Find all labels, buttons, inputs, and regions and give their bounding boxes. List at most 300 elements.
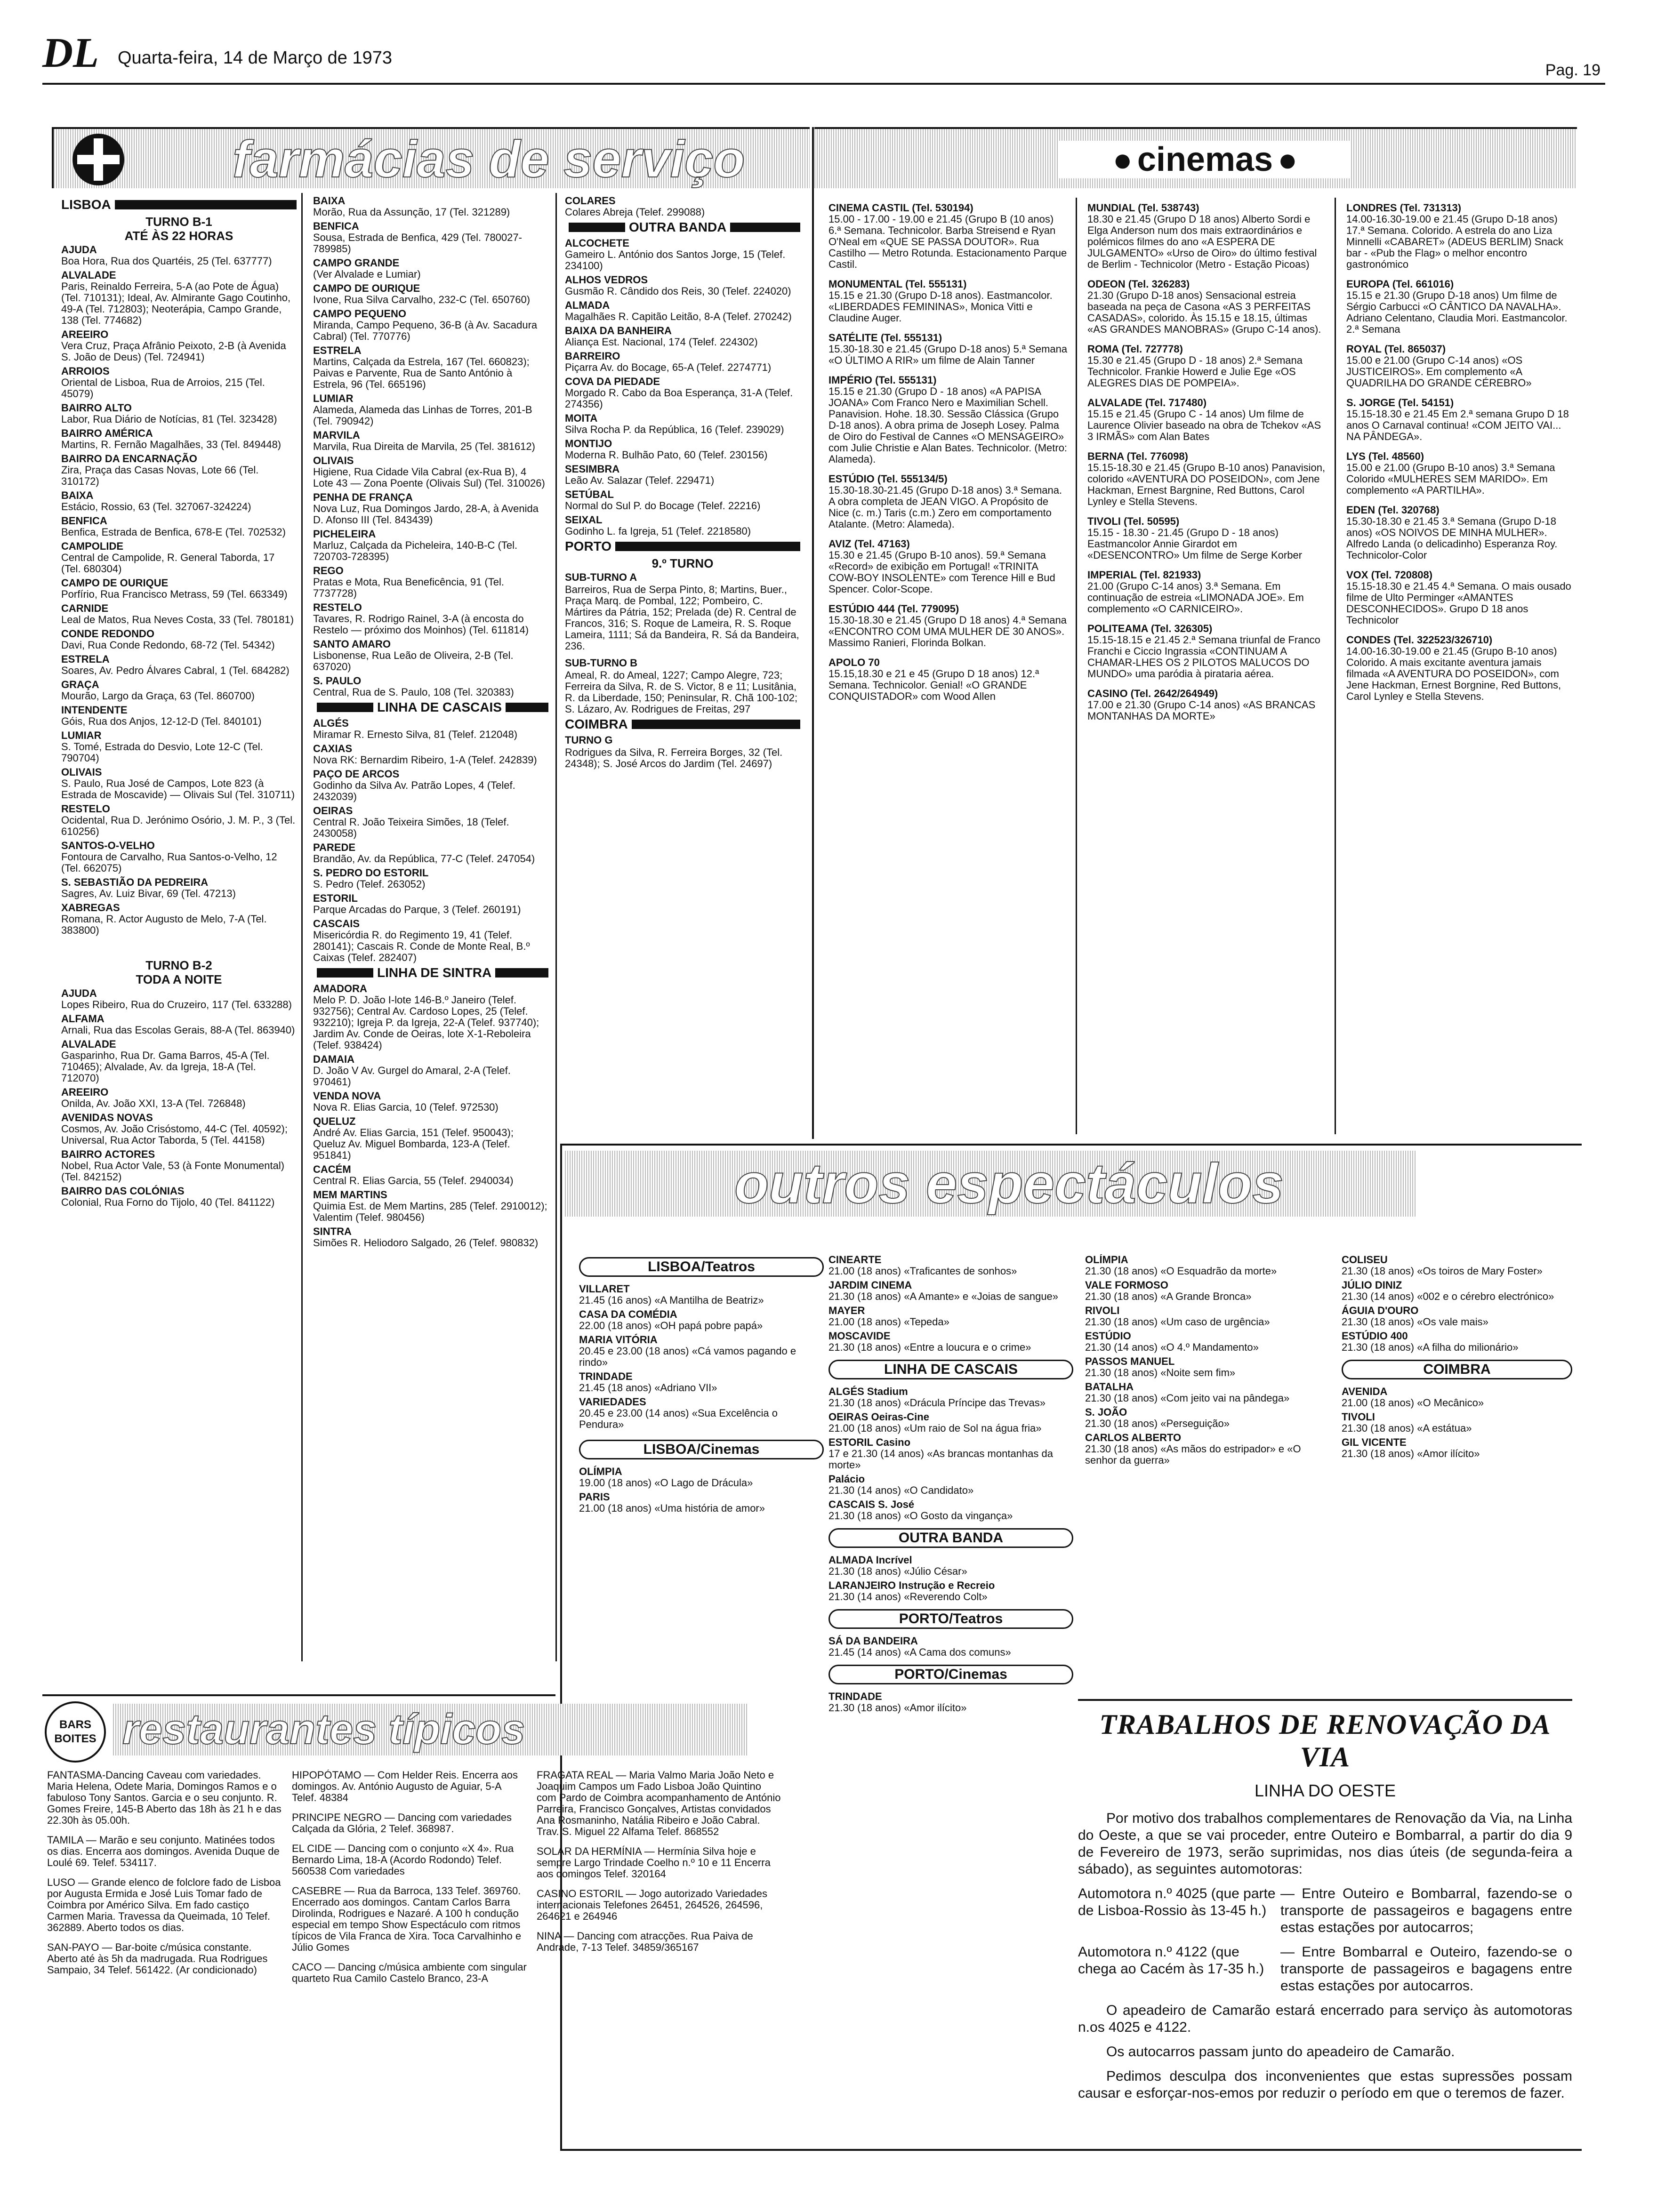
pharmacy-entry [313,842,548,865]
cinema-listing-text: 15.00 - 17.00 - 19.00 e 21.45 (Grupo B (10 anos) 6.ª Semana. Technicolor. Barba Streisend e Ryan O'Neal em «QUE SE PASSA DOUTOR». Rua Castilho — Metro Rotunda. Estacionamento Parque Castil. [828,213,1067,270]
cinema-listing [1346,202,1572,270]
pharmacy-entry-text: Romana, R. Actor Augusto de Melo, 7-A (Tel. 383800) [61,913,267,936]
rail-notice [1078,1699,1572,2146]
bars-column-2 [292,1770,527,2146]
label-linha-cascais: LINHA DE CASCAIS [828,1360,1073,1379]
show-list [828,1386,1073,1522]
show-listing-text: 21.30 (18 anos) «Júlio César» [828,1565,967,1577]
show-listing-text: 21.30 (14 anos) «002 e o cérebro electrónico» [1342,1290,1554,1302]
pharmacy-entry [61,767,297,801]
pharmacy-entry [313,393,548,427]
cinema-listing-text: 15.15-18.30 e 21.45 4.ª Semana. O mais ousado filme de Ulto Perminger «AMANTES DESCONHECIDOS». Grupo D 18 anos Technicolor [1346,580,1571,626]
pharmacy-entry-heading: REGO [313,565,344,577]
bullet-icon: ● [1278,141,1298,178]
show-listing [828,1555,1073,1577]
cinema-listing [1087,202,1327,270]
pharmacy-entry [61,705,297,727]
cinema-listing [1346,505,1572,561]
pharmacy-entry-text: Colonial, Rua Forno do Tijolo, 40 (Tel. 841122) [61,1196,275,1208]
pharmacy-entry-heading: ALGÉS [313,717,349,729]
cinema-listing [1087,688,1327,722]
show-listing [1342,1280,1572,1302]
cinema-listing-text: 15.30 e 21.45 (Grupo D - 18 anos) 2.ª Semana Technicolor. Frankie Howerd e Julie Ege «OS ALEGRES DIAS DE POMPEIA». [1087,354,1303,389]
pharmacy-entry-heading: SESIMBRA [565,463,620,475]
show-listing-text: 21.30 (18 anos) «O Esquadrão da morte» [1085,1265,1277,1277]
pharmacy-entry [61,603,297,625]
show-listing [828,1691,1073,1714]
show-list [828,1691,1073,1714]
cinema-listing [828,538,1069,595]
show-listing [1085,1407,1330,1429]
pharmacy-entry-heading: CAMPOLIDE [61,540,123,552]
venue-listing: EL CIDE — Dancing com o conjunto «X 4». Rua Bernardo Lima, 18-A (Acordo Rodondo) Telef. 560538 Com variedades [292,1843,514,1877]
cinema-listing [1346,279,1572,335]
pharmacy-entry [61,453,297,487]
pharmacy-entry-text: Central de Campolide, R. General Taborda, 17 (Tel. 680304) [61,552,275,575]
show-listing-text: 21.30 (18 anos) «Entre a loucura e o crime» [828,1341,1031,1353]
pharmacy-entry-text: Moderna R. Bulhão Pato, 60 (Telef. 230156) [565,449,768,461]
pharmacy-entry-text: Silva Rocha P. da República, 16 (Telef. 239029) [565,424,784,435]
turno-b1: TURNO B-1 [145,215,212,229]
pharmacy-entry-text: Godinho L. fa Igreja, 51 (Telef. 2218580) [565,525,751,537]
show-listing [828,1499,1073,1522]
pharmacy-entry [313,1164,548,1186]
show-listing-heading: ESTÚDIO 400 [1342,1330,1408,1342]
pharmacies-column-1 [61,195,297,1659]
pharmacy-entry [313,492,548,526]
pharmacy-entry-text: Central R. Elias Garcia, 55 (Telef. 2940034) [313,1175,514,1186]
show-listing-heading: CASA DA COMÉDIA [579,1308,677,1320]
show-list [579,1466,824,1514]
pharmacy-entry-heading: BAIRRO DA ENCARNAÇÃO [61,453,197,465]
cinema-listing [828,202,1069,270]
pharmacy-entry-text: Lopes Ribeiro, Rua do Cruzeiro, 117 (Tel. 633288) [61,999,292,1010]
pharmacy-entry [313,983,548,1051]
pharmacy-entry-text: S. Paulo, Rua José de Campos, Lote 823 (à Estrada de Moscavide) — Olivais Sul (Tel. 310711) [61,777,295,801]
pharmacy-entry-heading: ALFAMA [61,1013,105,1025]
cinema-listing-text: 15.15 e 21.30 (Grupo D-18 anos) Um filme de Sérgio Carbucci «O CÂNTICO DA NAVALHA». Adriano Celentano, Claudia Mori. Eastmancolor. 2.ª Semana [1346,289,1568,335]
show-listing-heading: CASCAIS S. José [828,1499,915,1510]
notice-row-label: Automotora n.º 4025 (que parte de Lisboa-Rossio às 13-45 h.) [1078,1886,1276,1918]
show-listing-text: 21.30 (18 anos) «Perseguição» [1085,1418,1230,1429]
show-listing-text: 21.30 (14 anos) «Reverendo Colt» [828,1591,988,1603]
pharmacy-entry [313,257,548,280]
show-listing [579,1491,824,1514]
pharmacy-entry [565,489,800,512]
show-listing-text: 21.30 (14 anos) «O Candidato» [828,1484,974,1496]
pharmacy-entry-heading: RESTELO [313,601,362,613]
pharmacy-entry-heading: LUMIAR [313,393,354,404]
show-listing-text: 21.30 (18 anos) «A Grande Bronca» [1085,1290,1252,1302]
pharmacy-entry-heading: BAIRRO DAS COLÓNIAS [61,1185,185,1197]
pharmacy-entry-heading: ESTRELA [313,345,362,356]
bullet-icon: ● [1112,141,1133,178]
pharmacy-entry-heading: CAMPO GRANDE [313,257,400,269]
show-listing [1342,1437,1572,1459]
pharmacy-entry-text: Morgado R. Cabo da Boa Esperança, 31-A (Telef. 274356) [565,387,793,410]
cinema-listing-heading: LONDRES (Tel. 731313) [1346,202,1462,214]
cinema-listing [828,332,1069,366]
pharmacy-entry [565,413,800,435]
pharmacy-entry-heading: AVENIDAS NOVAS [61,1112,153,1123]
label-lisboa-teatros: LISBOA/Teatros [579,1257,824,1277]
show-list [828,1635,1073,1658]
pharmacy-entry [61,877,297,899]
show-listing-text: 20.45 e 23.00 (14 anos) «Sua Excelência o Pendura» [579,1407,778,1430]
pharmacy-entry-text: Marluz, Calçada da Picheleira, 140-B-C (Tel. 720703-728395) [313,539,518,562]
show-listing [828,1474,1073,1496]
porto-turno: 9.º TURNO [652,556,714,570]
pharmacy-entry-heading: PENHA DE FRANÇA [313,491,413,503]
pharmacy-entry-text: Oriental de Lisboa, Rua de Arroios, 215 (Tel. 45079) [61,377,265,400]
pharmacy-entry-heading: AJUDA [61,244,97,256]
badge-boites: BOITES [54,1732,97,1745]
pharmacy-entry [313,195,548,218]
pharmacy-entry [313,308,548,342]
pharmacy-entry-heading: BAIXA [61,489,94,501]
pharmacy-entry-text: Nova RK: Bernardim Ribeiro, 1-A (Telef. 242839) [313,754,537,766]
cinema-listing [1087,344,1327,389]
pharmacy-entry-heading: BAIRRO ALTO [61,402,132,414]
cinema-listing-text: 15.30-18.30 e 21.45 (Grupo D-18 anos) 5.ª Semana «O ÚLTIMO A RIR» um filme de Alain Tanner [828,343,1068,366]
venue-listing: CASINO ESTORIL — Jogo autorizado Variedades internacionais Telefones 26451, 264526, 264596, 264621 e 264946 [537,1888,767,1922]
show-listing-heading: Palácio [828,1473,865,1485]
pharmacy-entry [313,283,548,305]
show-listing-heading: LARANJEIRO Instrução e Recreio [828,1579,995,1591]
section-porto [565,541,800,552]
porto-subturno-b-label: SUB-TURNO B [565,657,637,669]
pharmacy-entry [61,428,297,450]
venue-listing: FANTASMA-Dancing Caveau com variedades. Maria Helena, Odete Maria, Domingos Ramos e o fabuloso Tony Santos. Garcia e o seu conjunto. R. Gomes Freire, 145-B Aberto das 18h às 21 h e das 22.30h às 05.00h. [47,1770,282,1826]
pharmacy-list [565,195,800,218]
show-listing [1085,1381,1330,1404]
pharmacy-list [61,244,297,936]
show-listing-text: 21.30 (18 anos) «O Gosto da vingança» [828,1510,1013,1522]
pharmacy-entry [61,1087,297,1109]
show-listing [1085,1432,1330,1466]
show-listing-heading: ALMADA Incrível [828,1554,912,1566]
show-listing-heading: ESTÚDIO [1085,1330,1131,1342]
show-listing [1085,1280,1330,1302]
show-list [828,1555,1073,1603]
show-list [1085,1254,1330,1466]
pharmacy-entry-text: André Av. Elias Garcia, 151 (Telef. 950043); Queluz Av. Miguel Bombarda, 123-A (Telef. 951841) [313,1127,514,1161]
pharmacy-entry-heading: BARREIRO [565,350,620,362]
show-listing-heading: AVENIDA [1342,1386,1388,1397]
pharmacy-entry [565,438,800,461]
label-outra-banda: OUTRA BANDA [828,1528,1073,1548]
cinema-listing-text: 15.30 e 21.45 (Grupo B-10 anos). 59.ª Semana «Record» de exibição em Portugal! «TRINITA COW-BOY INSOLENTE» com Terence Hill e Bud Spencer. Color-Scope. [828,549,1055,595]
show-listing-heading: RIVOLI [1085,1305,1120,1316]
venue-listing: NINA — Dancing com atracções. Rua Paiva de Andrade, 7-13 Telef. 34859/365167 [537,1930,753,1953]
pharmacy-entry-heading: ALMADA [565,299,610,311]
pharmacy-entry-heading: PAÇO DE ARCOS [313,768,400,780]
pharmacy-entry [61,1149,297,1183]
notice-row [1078,1944,1572,1995]
issue-date: Quarta-feira, 14 de Março de 1973 [118,48,393,68]
show-listing [828,1330,1073,1353]
show-listing-text: 21.30 (18 anos) «A filha do milionário» [1342,1341,1519,1353]
outros-column-3 [1085,1254,1330,1678]
outros-column-2 [828,1254,1073,2144]
pharmacy-entry-heading: BAIXA DA BANHEIRA [565,325,672,337]
pharmacy-entry-text: Martins, R. Fernão Magalhães, 33 (Tel. 849448) [61,439,282,450]
pharmacy-entry [313,743,548,766]
pharmacy-entry [61,1039,297,1084]
pharmacy-entry-text: Gasparinho, Rua Dr. Gama Barros, 45-A (Tel. 710465); Alvalade, Av. da Igreja, 18-A (Tel. 712070) [61,1050,270,1084]
bars-column-3 [537,1770,781,2146]
pharmacy-entry-heading: SEIXAL [565,514,603,526]
show-listing [1342,1254,1572,1277]
pharmacy-entry-text: Misericórdia R. do Regimento 19, 41 (Telef. 280141); Cascais R. Conde de Monte Real, B.º Caixas (Telef. 282407) [313,929,530,963]
cinemas-title-box [1059,141,1351,178]
label-lisboa-cinemas: LISBOA/Cinemas [579,1440,824,1459]
pharmacy-entry [565,376,800,410]
show-listing-heading: VILLARET [579,1283,630,1295]
show-listing [1342,1305,1572,1328]
show-listing-heading: OLÍMPIA [579,1466,622,1477]
section-label: PORTO [565,539,612,553]
cinema-listing [1087,516,1327,561]
cinema-listing [1346,634,1572,702]
show-listing-text: 22.00 (18 anos) «OH papá pobre papá» [579,1320,763,1331]
show-listing [1085,1356,1330,1378]
notice-title: TRABALHOS DE RENOVAÇÃO DA VIA [1099,1709,1551,1772]
show-listing [579,1283,824,1306]
pharmacy-entry [313,675,548,698]
pharmacies-title: farmácias de serviço [233,130,745,188]
pharmacy-entry [313,893,548,915]
pharmacy-entry [313,565,548,599]
pharmacy-entry-text: Soares, Av. Pedro Álvares Cabral, 1 (Tel. 684282) [61,665,290,676]
pharmacy-entry [61,577,297,600]
venue-listing: HIPOPÓTAMO — Com Helder Reis. Encerra aos domingos. Av. António Augusto de Aguiar, 5-A Telef. 48384 [292,1770,518,1803]
section-outra-banda [565,222,800,233]
cinema-listing-text: 17.00 e 21.30 (Grupo C-14 anos) «AS BRANCAS MONTANHAS DA MORTE» [1087,699,1316,722]
bars-badge [45,1701,106,1763]
pharmacy-entry-heading: RESTELO [61,803,110,815]
pharmacy-entry-text: Arnali, Rua das Escolas Gerais, 88-A (Tel. 863940) [61,1024,295,1036]
show-listing-text: 21.00 (18 anos) «Tepeda» [828,1316,949,1328]
outros-column-1 [579,1254,824,1678]
pharmacy-entry-heading: CARNIDE [61,602,109,614]
pharmacy-entry-heading: OEIRAS [313,805,353,817]
pharmacy-entry-heading: GRAÇA [61,679,99,690]
outros-column-4 [1342,1254,1572,1678]
cinema-listing-heading: BERNA (Tel. 776098) [1087,450,1188,462]
show-listing-text: 21.45 (14 anos) «A Cama dos comuns» [828,1646,1011,1658]
pharmacy-entry-heading: ALVALADE [61,1038,116,1050]
section-label: COIMBRA [565,717,628,731]
pharmacy-entry-text: Vera Cruz, Praça Afrânio Peixoto, 2-B (à Avenida S. João de Deus) (Tel. 724941) [61,340,286,363]
show-listing-text: 21.00 (18 anos) «Um raio de Sol na água fria» [828,1422,1042,1434]
cinema-listing-text: 14.00-16.30-19.00 e 21.45 (Grupo D-18 anos) 17.ª Semana. Colorido. A estrela do ano Liza Minnelli «CABARET» (ADEUS BERLIM) Snack bar - «Pub the Flag» o melhor encontro gastronómico [1346,213,1563,270]
show-listing [828,1280,1073,1302]
pharmacy-entry [61,679,297,702]
pharmacy-entry [313,1054,548,1088]
outros-banner [565,1151,1417,1217]
pharmacy-entry-heading: MONTIJO [565,438,612,449]
show-listing-text: 19.00 (18 anos) «O Lago de Drácula» [579,1477,753,1489]
pharmacy-entry-heading: MEM MARTINS [313,1189,387,1201]
pharmacy-entry [61,541,297,575]
venue-listing: SAN-PAYO — Bar-boite c/música constante. Aberto até às 5h da madrugada. Rua Rodrigues Sampaio, 34 Telef. 561422. (Ar condicionado) [47,1941,268,1976]
pharmacy-entry-heading: CASCAIS [313,918,360,930]
pharmacy-entry [313,805,548,839]
show-listing-text: 21.00 (18 anos) «Traficantes de sonhos» [828,1265,1017,1277]
pharmacy-entry-text: Normal do Sul P. do Bocage (Telef. 22216) [565,500,761,512]
show-listing [828,1437,1073,1471]
pharmacy-entry-text: Benfica, Estrada de Benfica, 678-E (Tel. 702532) [61,526,286,538]
pharmacy-entry-text: Martins, Calçada da Estrela, 167 (Tel. 660823); Paivas e Parvente, Rua de Santo António à Estrela, 96 (Tel. 665196) [313,356,530,390]
pharmacy-entry-text: Central R. João Teixeira Simões, 18 (Telef. 2430058) [313,816,509,839]
pharmacy-entry [61,803,297,837]
pharmacy-entry-heading: CAMPO DE OURIQUE [313,282,420,294]
show-listing-text: 21.30 (18 anos) «Com jeito vai na pândega» [1085,1392,1290,1404]
notice-paragraph: Pedimos desculpa dos inconvenientes que estas supressões possam causar e esforçar-nos-emos por reduzir o período em que o teremos de fazer. [1078,2068,1572,2101]
pharmacy-entry [61,515,297,538]
cinema-listing-text: 18.30 e 21.45 (Grupo D 18 anos) Alberto Sordi e Elga Anderson num dos mais extraordinários e polémicos filmes do ano «A ESPERA DE JULGAMENTO» «Urso de Oiro» do último festival de Berlim - Technicolor (Metro - Estação Picoas) [1087,213,1317,270]
cinema-listing-text: 21.30 (Grupo D-18 anos) Sensacional estreia baseada na peça de Casona «AS 3 PERFEITAS CASADAS», colorido. Às 15.15 e 18.15, últimas «AS GRANDES MANOBRAS» (Grupo C-14 anos). [1087,289,1321,335]
cinema-listing [1087,451,1327,507]
cinema-listing-heading: APOLO 70 [828,657,880,668]
pharmacy-entry [61,628,297,651]
show-listing [828,1305,1073,1328]
pharmacy-entry [313,430,548,452]
pharmacy-list [313,983,548,1249]
cinema-listing [828,375,1069,465]
show-listing-text: 21.30 (18 anos) «Os toiros de Mary Foster» [1342,1265,1543,1277]
show-listing [579,1466,824,1489]
pharmacy-entry-heading: ESTORIL [313,892,358,904]
pharmacy-entry-heading: ALVALADE [61,269,116,281]
cinema-listing-text: 15.30-18.30-21.45 (Grupo D-18 anos) 3.ª Semana. A obra completa de JEAN VIGO. A Propósito de Nice (c. m.) Taris (c.m.) Zero em comportamento Atalante. (Metro: Alameda). [828,484,1062,530]
show-listing-text: 21.30 (18 anos) «Amor ilícito» [828,1702,967,1714]
show-listing-heading: PASSOS MANUEL [1085,1355,1175,1367]
pharmacy-entry-heading: SINTRA [313,1226,352,1237]
show-listing-text: 21.45 (16 anos) «A Mantilha de Beatriz» [579,1294,764,1306]
pharmacy-entry [61,402,297,425]
cinema-listing-heading: TIVOLI (Tel. 50595) [1087,515,1180,527]
pharmacy-entry-text: Godinho da Silva Av. Patrão Lopes, 4 (Telef. 2432039) [313,779,515,802]
page-number: Pag. 19 [1545,61,1601,79]
cinema-listing-text: 15.15-18.30 e 21.45 Em 2.ª semana Grupo D 18 anos O Carnaval continua! «COM JEITO VAI... NA PÂNDEGA». [1346,408,1569,442]
pharmacy-entry [61,244,297,267]
pharmacy-entry [61,270,297,326]
column-divider [812,127,814,1139]
pharmacy-list [313,718,548,963]
pharmacy-entry-text: Boa Hora, Rua dos Quartéis, 25 (Tel. 637777) [61,255,272,267]
venue-listing: FRAGATA REAL — Maria Valmo Maria João Neto e Joaquim Campos um Fado Lisboa João Quintino com Pardo de Coimbra acompanhamento de António Parreira, Francisco Gonçalves, Artistas convidados Ana Rosmaninho, Natália Ribeiro e João Cabral. Trav. S. Miguel 22 Alfama Telef. 868552 [537,1770,781,1837]
pharmacy-entry-text: Aliança Est. Nacional, 174 (Telef. 224302) [565,336,758,348]
notice-paragraph: Os autocarros passam junto do apeadeiro de Camarão. [1106,2044,1455,2060]
pharmacy-entry-text: Melo P. D. João I-lote 146-B.º Janeiro (Telef. 932756); Central Av. Cardoso Lopes, 25 (Telef. 932210); Igreja P. da Igreja, 22-A (Telef. 937740); Jardim Av. Conde de Oeiras, lote X-1-Reboleira (Telef. 938424) [313,994,539,1051]
show-listing-heading: VALE FORMOSO [1085,1279,1168,1291]
cinema-listing-heading: ROMA (Tel. 727778) [1087,343,1183,355]
cinema-listing-heading: POLITEAMA (Tel. 326305) [1087,623,1213,634]
pharmacy-entry-heading: AREEIRO [61,1086,109,1098]
show-listing [828,1386,1073,1409]
pharmacy-entry [61,329,297,363]
show-listing-heading: PARIS [579,1491,610,1503]
pharmacy-entry-heading: INTENDENTE [61,704,128,716]
pharmacy-entry [313,1226,548,1249]
turno-b1-hours: ATÉ ÀS 22 HORAS [124,229,233,243]
pharmacy-entry-heading: S. PEDRO DO ESTORIL [313,867,429,879]
pharmacy-entry-text: Ivone, Rua Silva Carvalho, 232-C (Tel. 650760) [313,294,531,305]
cinema-listing-text: 15.15 e 21.30 (Grupo D - 18 anos) «A PAPISA JOANA» Com Franco Nero e Maximilian Schell. Panavision. Hohe. 18.30. Sessão Clássica (Grupo D-18 anos). A obra prima de Joseph Losey. Palma de Oiro do Festival de Cannes «O MENSAGEIRO» com Julie Christie e Alan Bates. Technicolor. (Metro: Alameda). [828,385,1068,465]
pharmacy-entry [313,867,548,890]
venue-listing: SOLAR DA HERMÍNIA — Hermínia Silva hoje e sempre Largo Trindade Coelho n.º 10 e 11 Encerra aos domingos Telef. 320164 [537,1845,771,1880]
pharmacy-entry-heading: SANTOS-O-VELHO [61,840,155,851]
show-listing [579,1371,824,1394]
venue-listing: CASEBRE — Rua da Barroca, 133 Telef. 369760. Encerrado aos domingos. Cantam Carlos Barra Dirolinda, Rodrigues e Nazaré. A 100 h condução especial em tempo Show Espectáculo com ritmos típicos de Vila Franca de Xira. Toca Carvalhinho e Júlio Gomes [292,1885,522,1953]
cinema-listing-heading: LYS (Tel. 48560) [1346,450,1424,462]
section-label: LINHA DE CASCAIS [377,700,502,714]
show-listing [1085,1305,1330,1328]
pharmacy-entry-heading: AMADORA [313,983,367,994]
label-porto-cinemas: PORTO/Cinemas [828,1665,1073,1684]
pharmacy-entry-text: Góis, Rua dos Anjos, 12-12-D (Tel. 840101) [61,715,262,727]
pharmacy-entry-text: Parque Arcadas do Parque, 3 (Telef. 260191) [313,904,521,915]
pharmacy-entry [313,1116,548,1161]
pharmacy-entry [61,1112,297,1146]
pharmacy-entry [565,514,800,537]
pharmacy-entry-text: Pratas e Mota, Rua Beneficência, 91 (Tel. 7737728) [313,576,504,599]
pharmacy-entry [61,902,297,936]
cinema-listing [1346,344,1572,389]
pharmacy-entry-heading: DAMAIA [313,1053,354,1065]
show-listing-heading: BATALHA [1085,1381,1134,1393]
cinema-listing-text: 15.30-18.30 e 21.45 3.ª Semana (Grupo D-18 anos) «OS NOIVOS DE MINHA MULHER». Alfredo Landa (o delicadinho) Esperanza Roy. Technicolor-Color [1346,515,1558,561]
show-listing-text: 21.45 (18 anos) «Adriano VII» [579,1382,717,1394]
porto-subturno-b: Ameal, R. do Ameal, 1227; Campo Alegre, 723; Ferreira da Silva, R. de S. Victor, 8 e 11; Lusitânia, R. da Liberdade, 150; Peninsular, R. Chã 100-102; S. Lázaro, Av. Rodrigues de Freitas, 297 [565,669,798,715]
pharmacy-entry [313,455,548,489]
pharmacies-banner [52,127,810,188]
pharmacy-entry-heading: MOITA [565,412,598,424]
cinema-listing [1346,569,1572,626]
pharmacy-entry-heading: AJUDA [61,987,97,999]
pharmacy-entry-text: Leal de Matos, Rua Neves Costa, 33 (Tel. 780181) [61,614,294,625]
cinema-listing-heading: VOX (Tel. 720808) [1346,569,1433,581]
pharmacy-entry [313,1090,548,1113]
show-listing [1342,1386,1572,1409]
show-listing [828,1580,1073,1603]
label-coimbra: COIMBRA [1342,1360,1572,1379]
notice-row-label: Automotora n.º 4122 (que chega ao Cacém às 17-35 h.) [1078,1944,1264,1977]
show-listing-heading: MARIA VITÓRIA [579,1334,658,1346]
pharmacy-entry-text: Davi, Rua Conde Redondo, 68-72 (Tel. 54342) [61,639,275,651]
cinema-listing [828,279,1069,324]
pharmacy-entry [313,529,548,562]
show-listing-text: 21.30 (18 anos) «Um caso de urgência» [1085,1316,1270,1328]
pharmacy-entry-text: Labor, Rua Diário de Notícias, 81 (Tel. 323428) [61,413,277,425]
pharmacy-entry-text: Onilda, Av. João XXI, 13-A (Tel. 726848) [61,1098,246,1109]
pharmacy-entry-heading: BENFICA [313,220,359,232]
pharmacy-entry [313,221,548,255]
pharmacy-entry-heading: LUMIAR [61,729,102,741]
cinema-listing-heading: MONUMENTAL (Tel. 555131) [828,278,967,290]
notice-row-text: — Entre Outeiro e Bombarral, fazendo-se o transporte de passageiros e bagagens entre estas estações por autocarros; [1280,1886,1572,1935]
pharmacy-entry-text: Nobel, Rua Actor Vale, 53 (à Fonte Monumental) (Tel. 842152) [61,1160,285,1183]
cross-icon [72,134,124,185]
pharmacy-entry-text: Miramar R. Ernesto Silva, 81 (Telef. 212048) [313,729,518,740]
pharmacy-entry-heading: SANTO AMARO [313,638,391,650]
show-listing-heading: SÁ DA BANDEIRA [828,1635,918,1647]
cinema-listing-heading: CASINO (Tel. 2642/264949) [1087,688,1218,699]
bars-banner [113,1704,748,1755]
label-porto-teatros: PORTO/Teatros [828,1609,1073,1629]
